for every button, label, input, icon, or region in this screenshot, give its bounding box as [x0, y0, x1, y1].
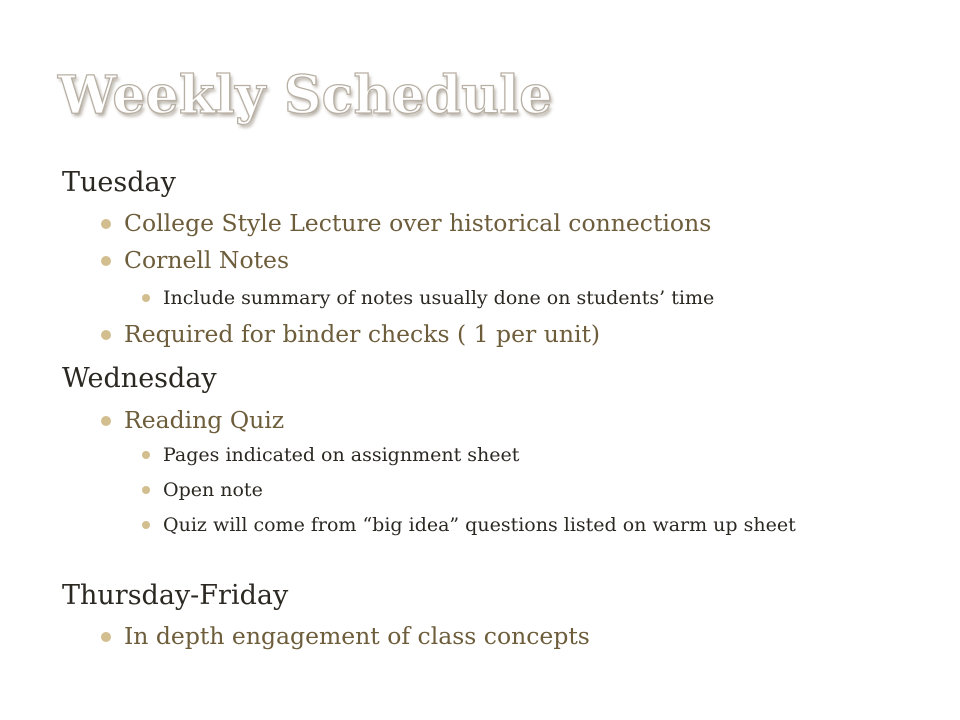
bullet-icon — [101, 416, 111, 426]
sub-list-item: Open note — [163, 479, 263, 501]
bullet-icon — [142, 486, 150, 494]
list-item: In depth engagement of class concepts — [124, 622, 590, 650]
day-heading-thursday-friday: Thursday-Friday — [62, 580, 289, 611]
sub-list-item: Pages indicated on assignment sheet — [163, 444, 520, 466]
bullet-icon — [101, 330, 111, 340]
list-item: College Style Lecture over historical connections — [124, 209, 712, 237]
sub-list-item: Include summary of notes usually done on students’ time — [163, 287, 715, 309]
day-heading-wednesday: Wednesday — [62, 363, 217, 394]
list-item: Required for binder checks ( 1 per unit) — [124, 320, 601, 348]
slide-title: Weekly Schedule — [58, 65, 553, 126]
sub-list-item: Quiz will come from “big idea” questions listed on warm up sheet — [163, 514, 796, 536]
bullet-icon — [101, 632, 111, 642]
list-item: Reading Quiz — [124, 406, 285, 434]
bullet-icon — [142, 451, 150, 459]
list-item: Cornell Notes — [124, 246, 290, 274]
bullet-icon — [142, 521, 150, 529]
bullet-icon — [142, 294, 150, 302]
bullet-icon — [101, 219, 111, 229]
bullet-icon — [101, 256, 111, 266]
day-heading-tuesday: Tuesday — [62, 167, 176, 198]
